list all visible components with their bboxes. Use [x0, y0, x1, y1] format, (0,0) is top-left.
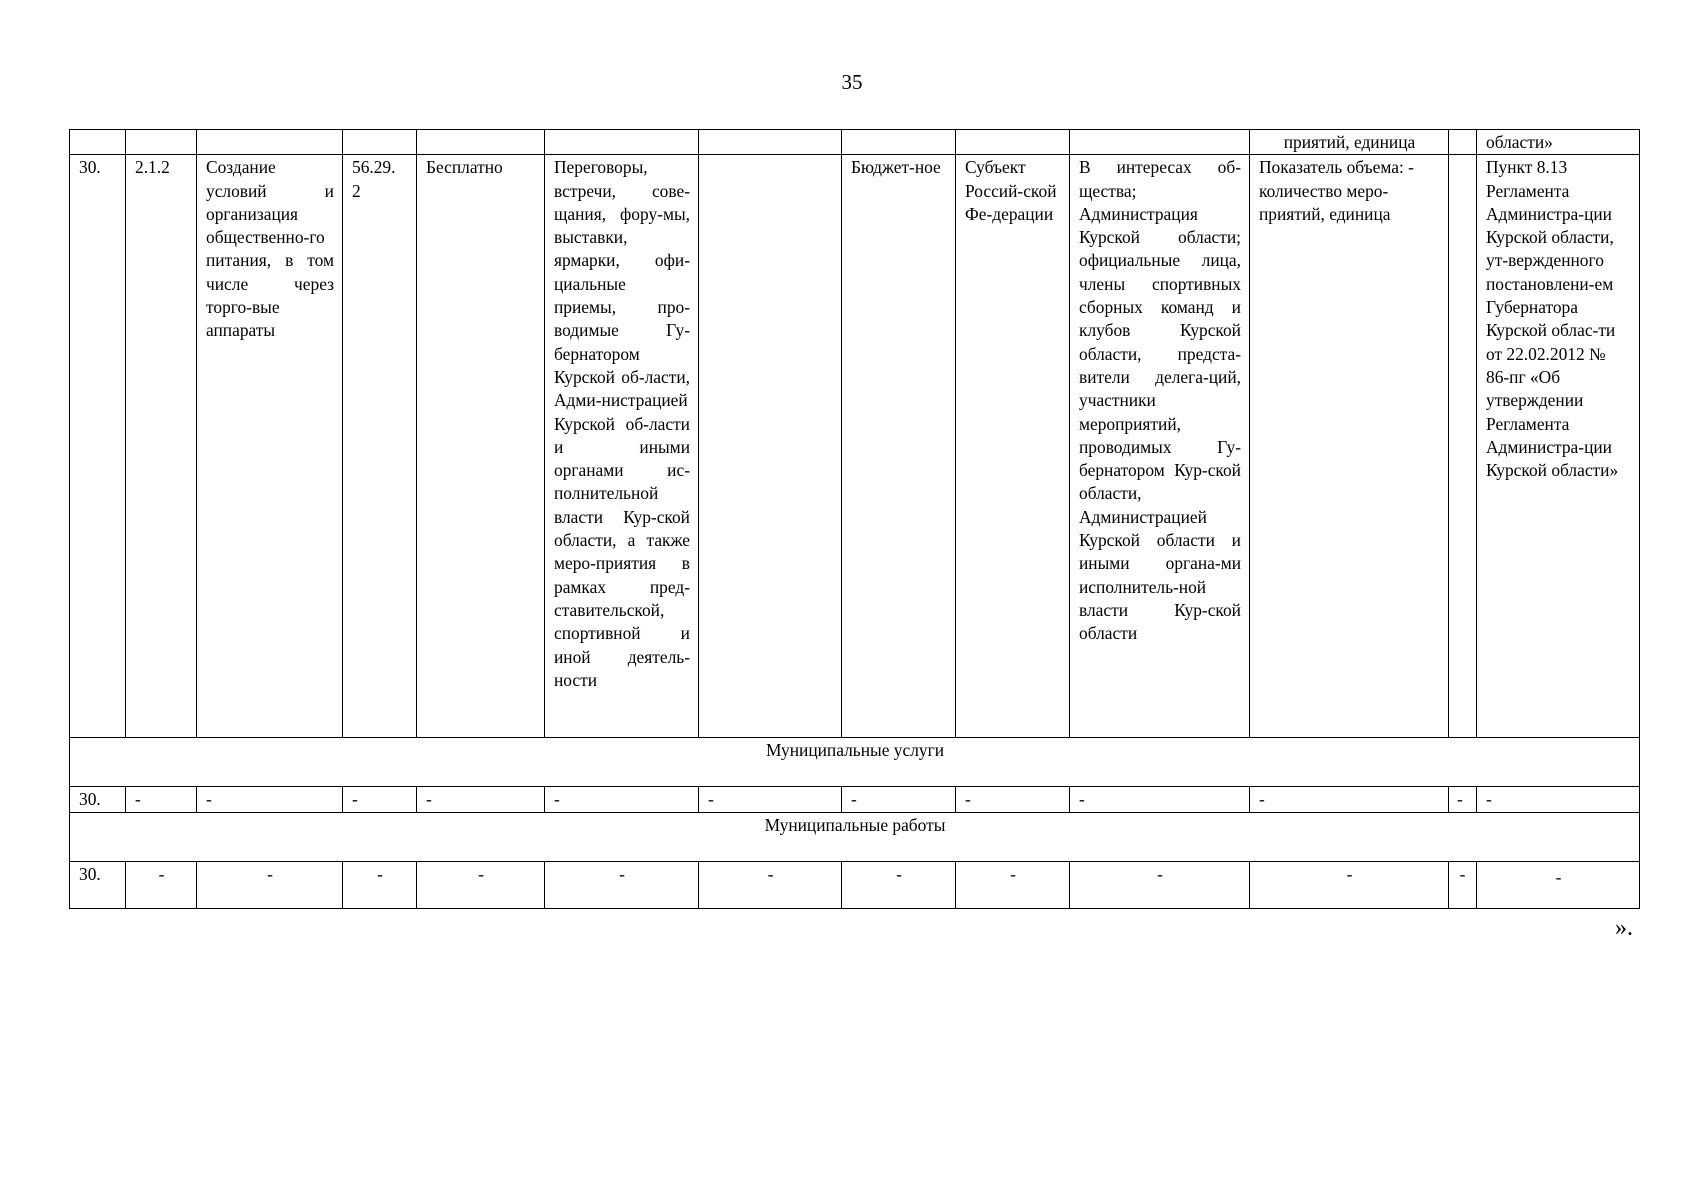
- cell: [1070, 130, 1250, 155]
- dash-cell: -: [1250, 861, 1449, 908]
- dash-cell: -: [417, 787, 545, 812]
- services-row: [70, 787, 1640, 812]
- row-payment: Бесплатно: [417, 155, 545, 738]
- row-basis: Пункт 8.13 Регламента Администра-ции Курской области, ут-вержденного постановлени-ем Губернатора Курской облас-ти от 22.02.2012 № 86-пг «Об утверждении Регламента Администра-ции Курской области»: [1477, 155, 1640, 738]
- dash-cell: -: [545, 861, 699, 908]
- row-consumers: В интересах об-щества; Администрация Курской области; официальные лица, члены спортивных сборных команд и клубов Курской области, предста-вители делега-ций, участники мероприятий, проводимых Гу-бернатором Кур-ской области, Администрацией Курской области и иными органа-ми исполнитель-ной власти Кур-ской области: [1070, 155, 1250, 738]
- registry-table: [69, 129, 1640, 909]
- basis-continued: области»: [1477, 130, 1640, 155]
- row-name: Создание условий и организация общественно-го питания, в том числе через торго-вые аппараты: [197, 155, 343, 738]
- row-col7: [699, 155, 842, 738]
- row-col12: [1449, 155, 1477, 738]
- cell: [699, 130, 842, 155]
- dash-cell: -: [343, 787, 417, 812]
- cell: [545, 130, 699, 155]
- section-services: Муниципальные услуги: [70, 738, 1640, 787]
- dash-cell: -: [1477, 787, 1640, 812]
- row-financing: Бюджет-ное: [842, 155, 956, 738]
- cell: [197, 130, 343, 155]
- section-row: [70, 738, 1640, 787]
- row-content: Переговоры, встречи, сове-щания, фору-мы, выставки, ярмарки, офи-циальные приемы, про-водимые Гу-бернатором Курской об-ласти, Адми-нистрацией Курской об-ласти и иными органами ис-полнительной власти Кур-ской области, а также меро-приятия в рамках пред-ставительской, спортивной и иной деятель-ности: [545, 155, 699, 738]
- cell: [126, 130, 197, 155]
- dash-cell: -: [197, 787, 343, 812]
- dash-cell: -: [956, 787, 1070, 812]
- dash-cell: -: [1070, 787, 1250, 812]
- dash-cell: -: [197, 861, 343, 908]
- dash-cell: -: [699, 787, 842, 812]
- dash-cell: -: [1250, 787, 1449, 812]
- dash-cell: -: [842, 861, 956, 908]
- works-row: [70, 861, 1640, 908]
- dash-cell: -: [1477, 861, 1640, 908]
- cell: [1449, 130, 1477, 155]
- cell: [70, 130, 126, 155]
- continued-row: [70, 130, 1640, 155]
- row-founder: Субъект Россий-ской Фе-дерации: [956, 155, 1070, 738]
- cell: [842, 130, 956, 155]
- dash-cell: -: [126, 787, 197, 812]
- dash-cell: -: [343, 861, 417, 908]
- dash-cell: -: [1070, 861, 1250, 908]
- dash-cell: -: [545, 787, 699, 812]
- closing-quote: ».: [1615, 915, 1633, 941]
- dash-cell: -: [1449, 861, 1477, 908]
- dash-cell: -: [417, 861, 545, 908]
- row-indicator: Показатель объема: - количество меро-приятий, единица: [1250, 155, 1449, 738]
- section-works: Муниципальные работы: [70, 812, 1640, 861]
- cell: [343, 130, 417, 155]
- row-number: 30.: [70, 861, 126, 908]
- row-number: 30.: [70, 787, 126, 812]
- section-row: [70, 812, 1640, 861]
- dash-cell: -: [126, 861, 197, 908]
- main-row: [70, 155, 1640, 738]
- dash-cell: -: [842, 787, 956, 812]
- row-okved: 56.29. 2: [343, 155, 417, 738]
- indicator-continued: приятий, единица: [1250, 130, 1449, 155]
- row-number: 30.: [70, 155, 126, 738]
- row-code: 2.1.2: [126, 155, 197, 738]
- dash-cell: -: [956, 861, 1070, 908]
- dash-cell: -: [699, 861, 842, 908]
- cell: [956, 130, 1070, 155]
- page-number: 35: [841, 70, 863, 94]
- dash-cell: -: [1449, 787, 1477, 812]
- cell: [417, 130, 545, 155]
